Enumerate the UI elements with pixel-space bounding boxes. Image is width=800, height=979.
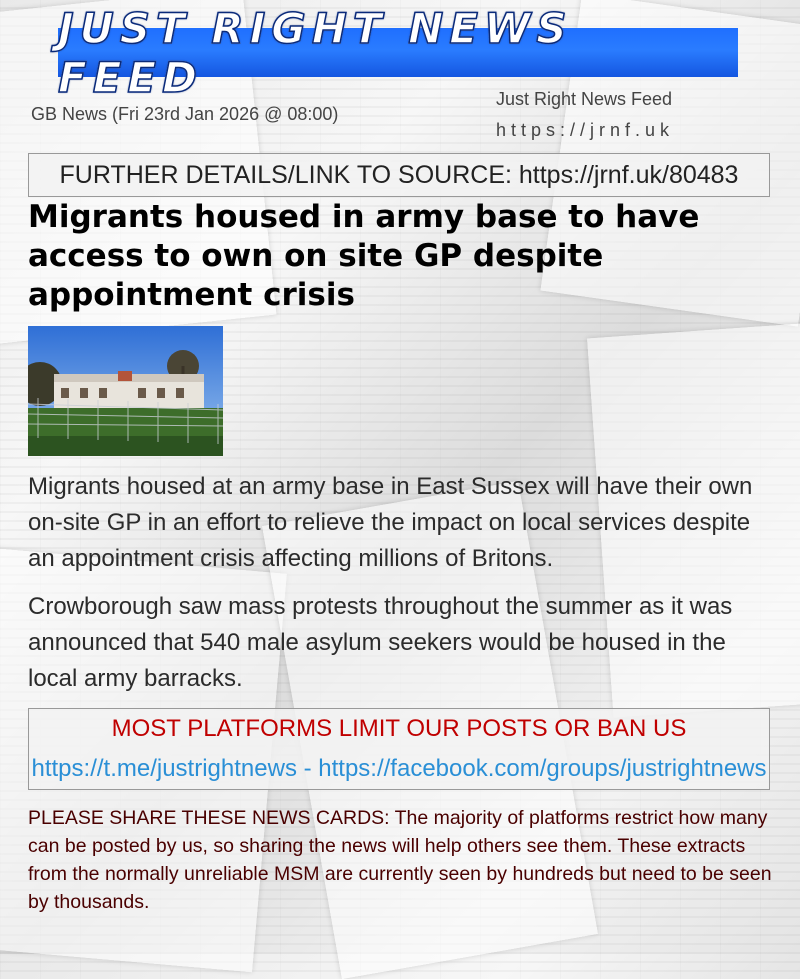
source-link-text[interactable]: FURTHER DETAILS/LINK TO SOURCE: https://jrnf.uk/80483 (59, 160, 739, 189)
share-notice: PLEASE SHARE THESE NEWS CARDS: The majority of platforms restrict how many can be posted by us, so sharing the news will help others see them. These extracts from the normally unreliable MSM are currently seen by hundreds but need to be seen by thousands. (28, 807, 772, 913)
banner-title: JUST RIGHT NEWS FEED (58, 4, 738, 102)
promo-links[interactable]: https://t.me/justrightnews - https://facebook.com/groups/justrightnews (31, 755, 767, 782)
promo-box (28, 708, 770, 790)
article-photo (28, 326, 223, 456)
article-paragraph: Crowborough saw mass protests throughout the summer as it was announced that 540 male asylum seekers would be housed in the local army barracks. (28, 593, 733, 692)
site-url[interactable]: https://jrnf.uk (496, 120, 675, 140)
article-headline: Migrants housed in army base to have access to own on site GP despite appointment crisis (28, 199, 700, 313)
promo-title: MOST PLATFORMS LIMIT OUR POSTS OR BAN US (111, 715, 687, 742)
article-paragraph: Migrants housed at an army base in East Sussex will have their own on-site GP in an effort to relieve the impact on local services despite an appointment crisis affecting millions of Britons. (28, 473, 753, 572)
site-name: Just Right News Feed (496, 89, 673, 109)
site-banner (58, 3, 738, 102)
source-attribution: GB News (Fri 23rd Jan 2026 @ 08:00) (31, 104, 339, 124)
source-link-box[interactable] (28, 153, 770, 197)
